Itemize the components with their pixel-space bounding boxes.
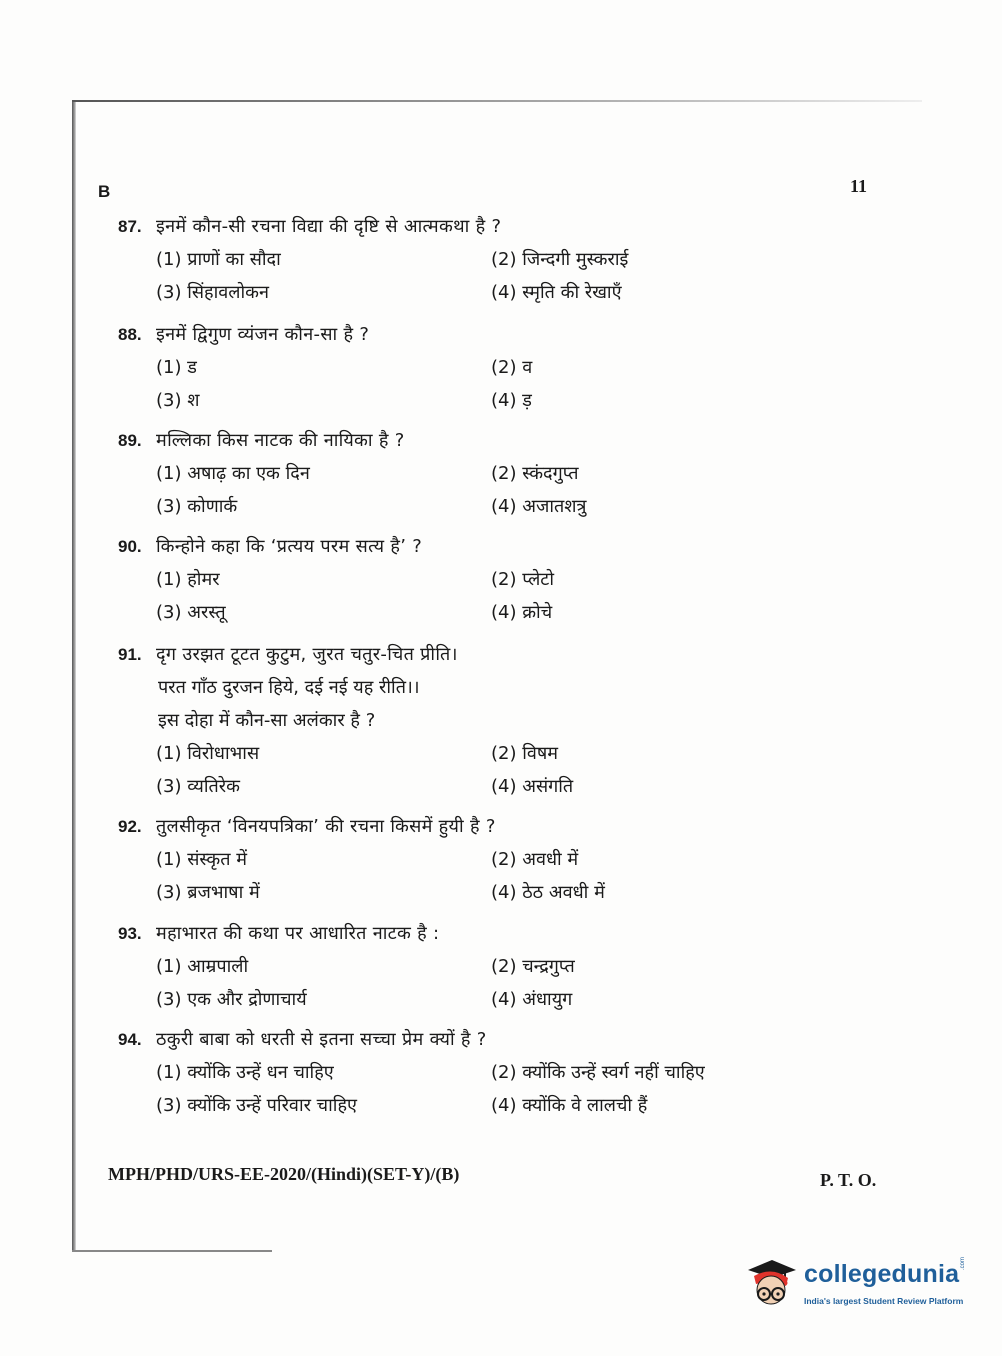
- option-3: (3) ब्रजभाषा में: [156, 882, 260, 903]
- student-mascot-icon: [742, 1256, 800, 1310]
- question-text: किन्होने कहा कि ‘प्रत्यय परम सत्य है’ ?: [156, 536, 423, 557]
- question-number: 88.: [118, 325, 142, 344]
- option-3: (3) क्योंकि उन्हें परिवार चाहिए: [156, 1095, 357, 1116]
- page-top-edge-shadow: [72, 100, 922, 102]
- options-grid: [118, 563, 878, 629]
- question-number: 92.: [118, 817, 142, 836]
- question-text: दृग उरझत टूटत कुटुम, जुरत चतुर-चित प्रीति।: [156, 644, 458, 665]
- option-3: (3) कोणार्क: [156, 496, 238, 517]
- option-2: (2) चन्द्रगुप्त: [491, 956, 575, 977]
- option-4: (4) अंधायुग: [491, 989, 573, 1010]
- option-2: (2) क्योंकि उन्हें स्वर्ग नहीं चाहिए: [491, 1062, 705, 1083]
- option-2: (2) प्लेटो: [491, 569, 555, 590]
- option-1: (1) आम्रपाली: [156, 956, 249, 977]
- collegedunia-watermark: [742, 1252, 972, 1312]
- page-number: 11: [850, 176, 868, 196]
- option-1: (1) संस्कृत में: [156, 849, 247, 870]
- question-text: मल्लिका किस नाटक की नायिका है ?: [156, 430, 405, 451]
- option-4: (4) क्योंकि वे लालची हैं: [491, 1095, 648, 1116]
- options-grid: [118, 737, 878, 803]
- question-text: ठकुरी बाबा को धरती से इतना सच्चा प्रेम क्यों है ?: [156, 1029, 487, 1050]
- question-text: इनमें द्विगुण व्यंजन कौन-सा है ?: [156, 324, 370, 345]
- option-4: (4) स्मृति की रेखाएँ: [491, 282, 622, 303]
- options-grid: [118, 1056, 878, 1122]
- option-4: (4) असंगति: [491, 776, 574, 797]
- question-number: 87.: [118, 217, 142, 236]
- option-1: (1) प्राणों का सौदा: [156, 249, 281, 270]
- options-grid: [118, 351, 878, 417]
- question-number: 89.: [118, 431, 142, 450]
- question-87: [118, 210, 878, 309]
- question-93: [118, 917, 878, 1016]
- watermark-brand: collegedunia: [804, 1260, 960, 1288]
- options-grid: [118, 243, 878, 309]
- option-4: (4) ठेठ अवधी में: [491, 882, 605, 903]
- question-text: महाभारत की कथा पर आधारित नाटक है :: [156, 923, 440, 944]
- set-letter: B: [98, 182, 111, 201]
- paper-code: MPH/PHD/URS-EE-2020/(Hindi)(SET-Y)/(B): [108, 1164, 460, 1184]
- watermark-domain-suffix: .com: [960, 1256, 966, 1270]
- question-91: [118, 638, 878, 803]
- option-2: (2) अवधी में: [491, 849, 579, 870]
- question-94: [118, 1023, 878, 1122]
- page-bottom-edge-shadow: [72, 1250, 272, 1252]
- option-4: (4) अजातशत्रु: [491, 496, 587, 517]
- question-number: 93.: [118, 924, 142, 943]
- option-2: (2) स्कंदगुप्त: [491, 463, 579, 484]
- option-1: (1) अषाढ़ का एक दिन: [156, 463, 310, 484]
- option-3: (3) सिंहावलोकन: [156, 282, 269, 303]
- option-1: (1) ड: [156, 357, 197, 378]
- question-92: [118, 810, 878, 909]
- question-number: 94.: [118, 1030, 142, 1049]
- question-number: 90.: [118, 537, 142, 556]
- question-text-line-3: इस दोहा में कौन-सा अलंकार है ?: [158, 710, 376, 731]
- option-2: (2) जिन्दगी मुस्कराई: [491, 249, 629, 270]
- question-90: [118, 530, 878, 629]
- question-text: तुलसीकृत ‘विनयपत्रिका’ की रचना किसमें हुयी है ?: [156, 816, 496, 837]
- option-1: (1) क्योंकि उन्हें धन चाहिए: [156, 1062, 334, 1083]
- question-number: 91.: [118, 645, 142, 664]
- question-88: [118, 318, 878, 417]
- question-text: इनमें कौन-सी रचना विद्या की दृष्टि से आत्मकथा है ?: [156, 216, 502, 237]
- option-1: (1) होमर: [156, 569, 220, 590]
- page-left-edge-shadow: [72, 100, 76, 1250]
- option-3: (3) श: [156, 390, 200, 411]
- option-3: (3) अरस्तू: [156, 602, 226, 623]
- watermark-tagline: India's largest Student Review Platform: [804, 1296, 964, 1306]
- question-89: [118, 424, 878, 523]
- pto-label: P. T. O.: [820, 1170, 877, 1190]
- option-1: (1) विरोधाभास: [156, 743, 260, 764]
- option-3: (3) व्यतिरेक: [156, 776, 240, 797]
- option-4: (4) ड़: [491, 390, 532, 411]
- option-2: (2) विषम: [491, 743, 559, 764]
- option-3: (3) एक और द्रोणाचार्य: [156, 989, 307, 1010]
- options-grid: [118, 843, 878, 909]
- options-grid: [118, 457, 878, 523]
- option-2: (2) व: [491, 357, 533, 378]
- options-grid: [118, 950, 878, 1016]
- question-text-line-2: परत गाँठ दुरजन हिये, दई नई यह रीति।।: [158, 677, 420, 698]
- option-4: (4) क्रोचे: [491, 602, 553, 623]
